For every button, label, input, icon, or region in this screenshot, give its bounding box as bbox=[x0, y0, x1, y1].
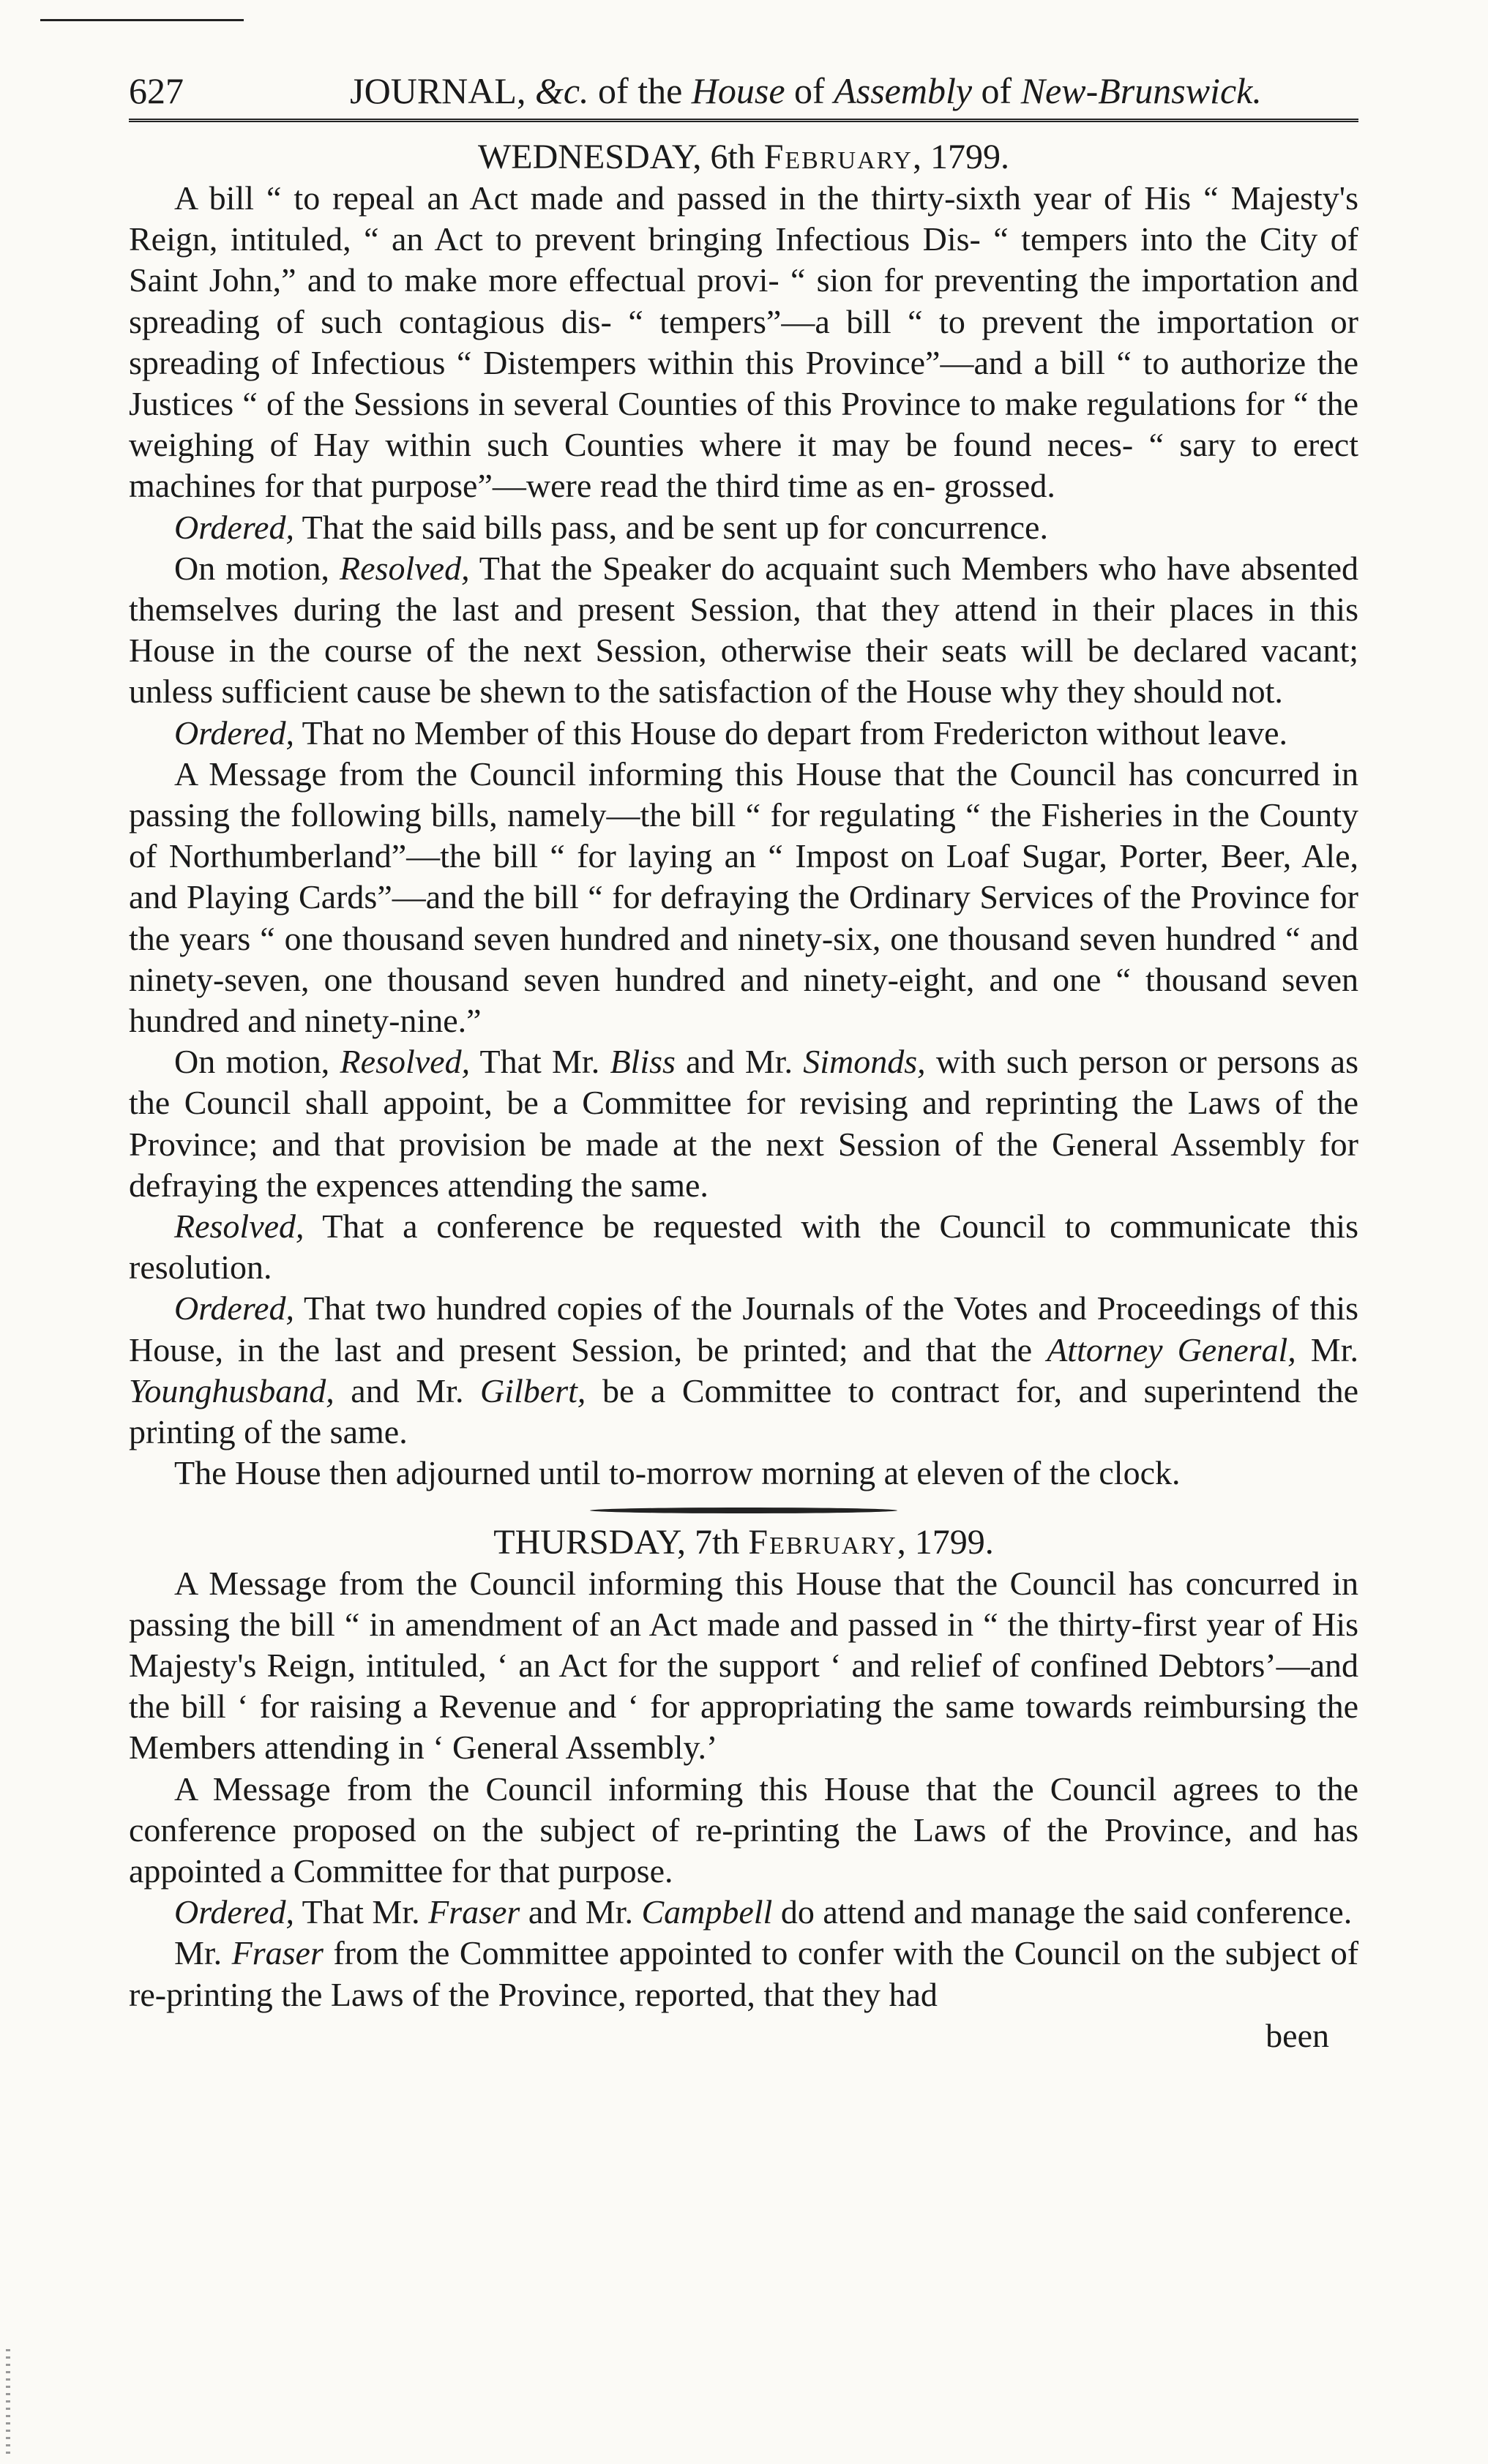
paragraph-text: and Mr. bbox=[675, 1043, 804, 1081]
resolved-label: Resolved, bbox=[174, 1207, 304, 1246]
paragraph-text: That Mr. bbox=[470, 1043, 610, 1081]
ordered-label: Ordered, bbox=[174, 1893, 294, 1931]
paragraph-text: do attend and manage the said conference. bbox=[772, 1893, 1353, 1931]
title-house: House bbox=[691, 70, 785, 111]
top-rule bbox=[40, 19, 244, 21]
catchword: been bbox=[1265, 2016, 1329, 2054]
title-part: JOURNAL, bbox=[350, 70, 535, 111]
member-name: Fraser bbox=[231, 1934, 324, 1972]
paragraph-text: That no Member of this House do depart from Fredericton without leave. bbox=[294, 714, 1288, 752]
member-name: Simonds, bbox=[803, 1043, 926, 1081]
paragraph-text: That the said bills pass, and be sent up for concurrence. bbox=[294, 508, 1048, 546]
section-divider bbox=[590, 1508, 897, 1513]
member-name: Bliss bbox=[610, 1043, 676, 1081]
paragraph-revising-committee bbox=[129, 1041, 1358, 1206]
member-name: Campbell bbox=[641, 1893, 773, 1931]
paragraph-text: On motion, bbox=[174, 1043, 340, 1081]
paragraph-printing-order bbox=[129, 1288, 1358, 1453]
paragraph-text: be a Committee to contract for, and superintend the printing of the same. bbox=[129, 1371, 1359, 1451]
title-province: New-Brunswick. bbox=[1020, 70, 1262, 111]
paragraph-ordered-pass bbox=[129, 507, 1358, 548]
paragraph-fraser-report bbox=[129, 1933, 1358, 2015]
ordered-label: Ordered, bbox=[174, 1289, 294, 1328]
paragraph-absent-members bbox=[129, 548, 1358, 713]
thursday-heading bbox=[129, 1522, 1358, 1563]
paragraph-text: That a conference be requested with the Council to communicate this resolution. bbox=[129, 1207, 1358, 1287]
paragraph-no-departure bbox=[129, 713, 1358, 754]
page-number: 627 bbox=[129, 70, 184, 111]
paragraph-bills-read: A bill “ to repeal an Act made and passed in the thirty-sixth year of His “ Majesty's Reign, intituled, “ an Act to prevent bringing Infectious Dis- “ tempers into the City of Saint John,” and to make more effectual provi- “ sion for preventing the importation and spreading of such contagious dis- “ tempers”—a bill “ to prevent the importation or spreading of Infectious “ Distempers within this Province”—and a bill “ to authorize the Justices “ of the Sessions in several Counties of this Province to make regulations for “ the weighing of Hay within such Counties where it may be found neces- “ sary to erect machines for that purpose”—were read the third time as en- grossed. bbox=[129, 179, 1358, 505]
ordered-label: Ordered, bbox=[174, 508, 294, 546]
title-etc: &c. bbox=[534, 70, 589, 111]
resolved-label: Resolved, bbox=[340, 549, 470, 587]
paragraph-text: and Mr. bbox=[334, 1371, 481, 1409]
ordered-label: Ordered, bbox=[174, 714, 294, 752]
title-part: of the bbox=[588, 70, 692, 111]
paragraph-text: On motion, bbox=[174, 549, 340, 587]
journal-page bbox=[129, 69, 1358, 2056]
member-name: Fraser bbox=[428, 1893, 520, 1931]
paragraph-text: That two hundred copies of the Journals of the Votes and Proceedings of this House, in the last and present Session, be printed; and that the bbox=[129, 1289, 1358, 1368]
paragraph-conference-request bbox=[129, 1206, 1358, 1288]
heading-year: , 1799. bbox=[913, 138, 1009, 176]
heading-month: February bbox=[748, 1522, 897, 1562]
paragraph-debtors-bill: A Message from the Council informing this House that the Council has concurred in passing the bill “ in amendment of an Act made and passed in “ the thirty-first year of His Majesty's Reign, intituled, ‘ an Act for the support ‘ and relief of confined Debtors’—and the bill ‘ for raising a Revenue and ‘ for appropriating the same towards reimbursing the Members attending in ‘ General Assembly.’ bbox=[129, 1564, 1358, 1767]
heading-month: February bbox=[763, 138, 913, 176]
paragraph-text: Mr. bbox=[174, 1934, 232, 1972]
margin-dots bbox=[6, 2349, 10, 2459]
member-name: Gilbert, bbox=[480, 1371, 586, 1409]
paragraph-text: and Mr. bbox=[520, 1893, 642, 1931]
paragraph-council-message: A Message from the Council informing this House that the Council has concurred in passing the following bills, namely—the bill “ for regulating “ the Fisheries in the County of Northumberland”—the bill “ for laying an “ Impost on Loaf Sugar, Porter, Beer, Ale, and Playing Cards”—and the bill “ for defraying the Ordinary Services of the Province for the years “ one thousand seven hundred and ninety-six, one thousand seven hundred “ and ninety-seven, one thousand seven hundred and ninety-eight, and one “ thousand seven hundred and ninety-nine.” bbox=[129, 754, 1358, 1040]
paragraph-text: That the Speaker do acquaint such Members who have absented themselves during the last and present Session, that they attend in their places in this House in the course of the next Session, otherwise their seats will be declared vacant; unless sufficient cause be shewn to the satisfaction of the House why they should not. bbox=[129, 549, 1359, 711]
title-assembly: Assembly bbox=[834, 70, 973, 111]
paragraph-managers-ordered bbox=[129, 1892, 1358, 1933]
paragraph-text: with such person or persons as the Council shall appoint, be a Committee for revising and reprinting the Laws of the Province; and that provision be made at the next Session of the General Assembly for defraying the expences attending the same. bbox=[129, 1043, 1358, 1204]
paragraph-adjourned: The House then adjourned until to-morrow morning at eleven of the clock. bbox=[174, 1454, 1181, 1492]
member-name: Attorney General, bbox=[1047, 1330, 1296, 1368]
title-part: of bbox=[972, 70, 1021, 111]
paragraph-text: That Mr. bbox=[294, 1893, 429, 1931]
wednesday-heading bbox=[129, 137, 1358, 178]
paragraph-text: Mr. bbox=[1296, 1330, 1358, 1368]
resolved-label: Resolved, bbox=[340, 1043, 471, 1081]
running-title bbox=[253, 69, 1358, 113]
title-part: of bbox=[785, 70, 834, 111]
member-name: Younghusband, bbox=[129, 1371, 334, 1409]
heading-part: THURSDAY, 7th bbox=[493, 1522, 749, 1562]
heading-year: , 1799. bbox=[897, 1522, 994, 1562]
running-header bbox=[129, 69, 1358, 122]
paragraph-council-agrees: A Message from the Council informing this House that the Council agrees to the conference proposed on the subject of re-printing the Laws of the Province, and has appointed a Committee for that purpose. bbox=[129, 1770, 1358, 1890]
paragraph-text: from the Committee appointed to confer with the Council on the subject of re-printing the Laws of the Province, reported, that they had bbox=[129, 1934, 1359, 2013]
heading-part: WEDNESDAY, 6th bbox=[478, 138, 764, 176]
